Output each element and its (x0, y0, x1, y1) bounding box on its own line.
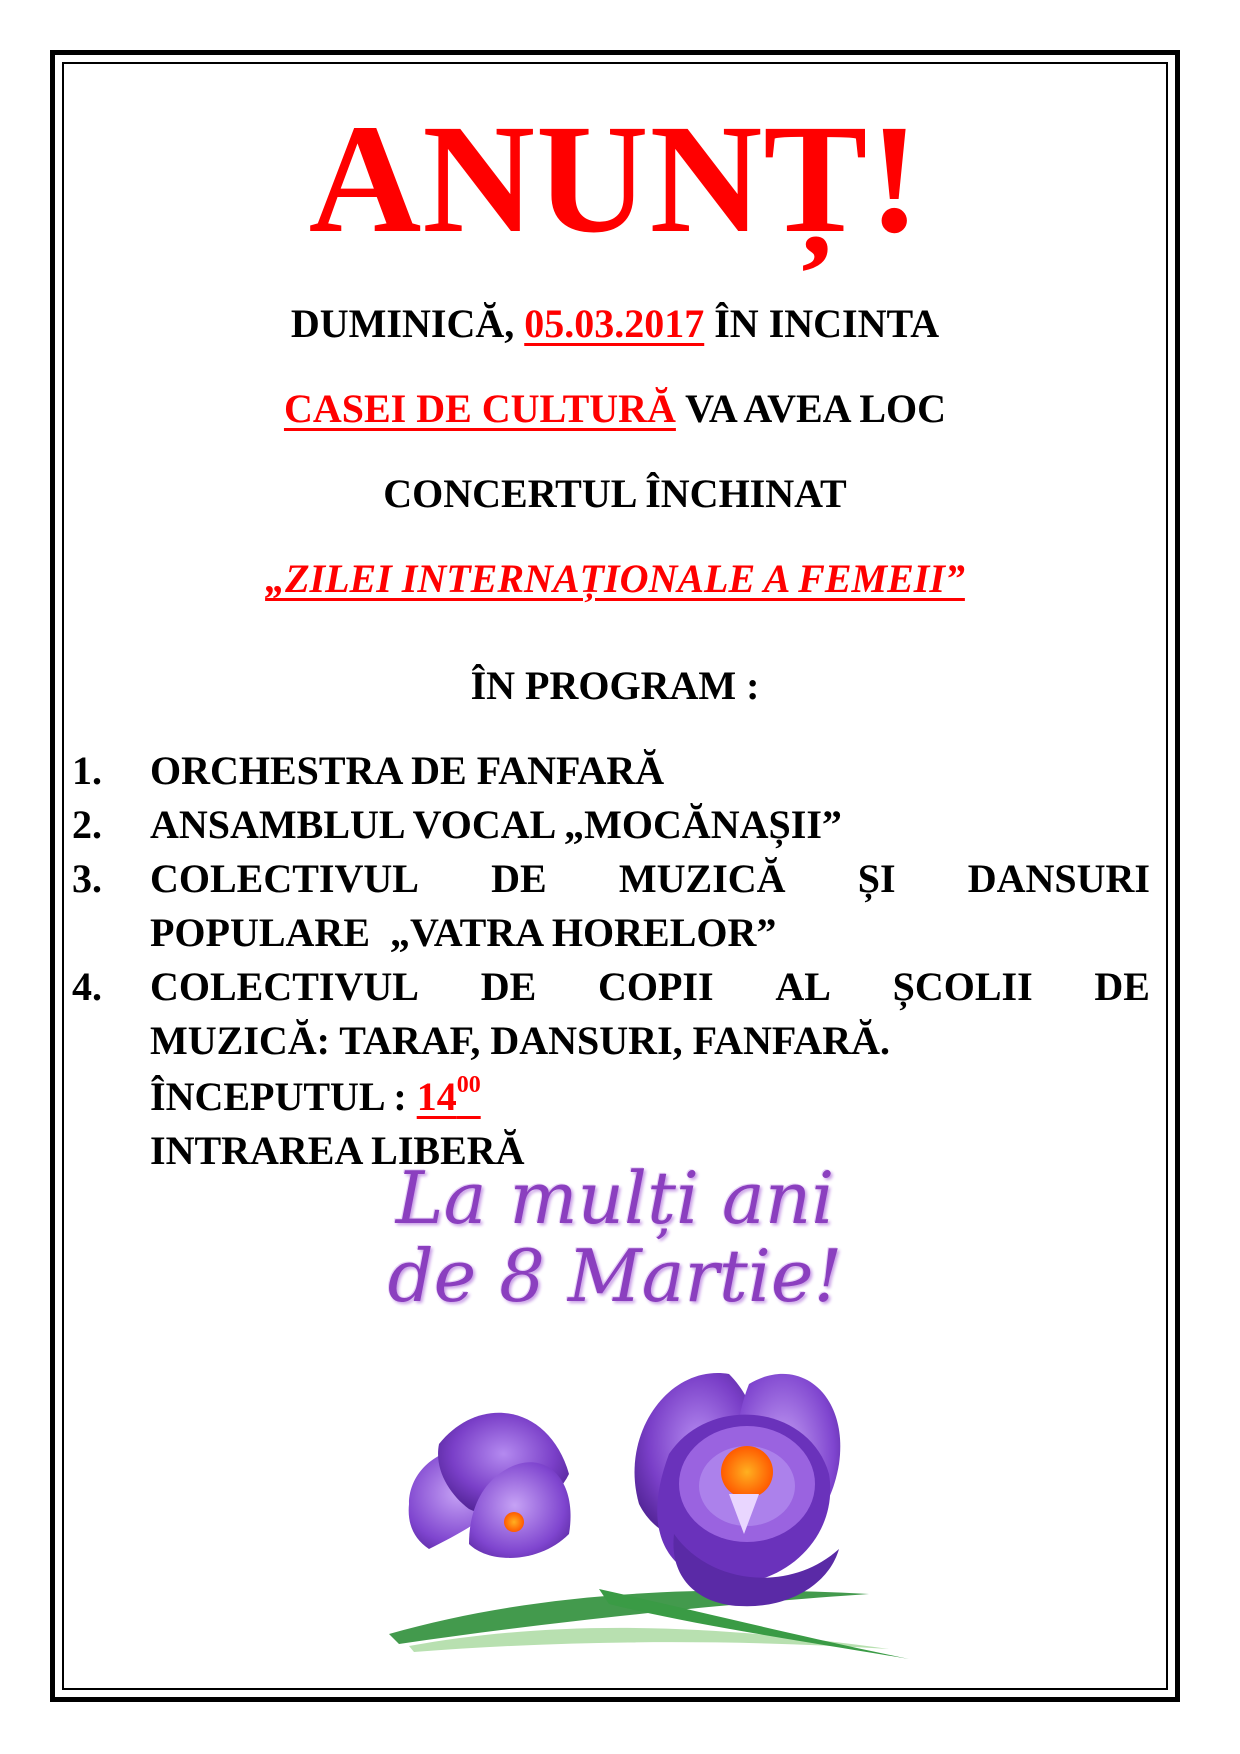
program-item-text (150, 960, 1150, 1068)
word: DE (1094, 964, 1150, 1009)
program-item-number: 3. (72, 856, 102, 901)
program-item-line-justified (150, 852, 1150, 906)
program-item-line: MUZICĂ: TARAF, DANSURI, FANFARĂ. (150, 1018, 890, 1063)
announcement-title: ANUNȚ! (308, 92, 922, 265)
word: AL (775, 964, 831, 1009)
word: COLECTIVUL (150, 856, 419, 901)
program-item-4 (72, 960, 1150, 1068)
word: COPII (598, 964, 714, 1009)
entry-line: INTRAREA LIBERĂ (150, 1128, 525, 1173)
start-time-value (417, 1074, 481, 1119)
program-item-1 (72, 744, 1150, 798)
date-line (64, 300, 1166, 348)
word: COLECTIVUL (150, 964, 419, 1009)
venue-line-suffix: VA AVEA LOC (675, 386, 947, 431)
program-item-3 (72, 852, 1150, 960)
venue-name: CASEI DE CULTURĂ (283, 386, 676, 431)
start-time-label: ÎNCEPUTUL : (150, 1074, 417, 1119)
program-item-number: 1. (72, 748, 102, 793)
dedication-text: „ZILEI INTERNAȚIONALE A FEMEII” (265, 556, 965, 601)
start-hour: 14 (416, 1074, 457, 1119)
program-item-line-justified (150, 960, 1150, 1014)
program-heading: ÎN PROGRAM : (470, 663, 760, 708)
program-item-line: POPULARE „VATRA HORELOR” (150, 910, 777, 955)
word: DE (491, 856, 547, 901)
crocus-flower-icon (369, 1334, 929, 1664)
program-item-2 (72, 798, 1150, 852)
program-item-text: ANSAMBLUL VOCAL „MOCĂNAȘII” (150, 802, 842, 847)
event-date: 05.03.2017 (524, 301, 705, 346)
concert-line: CONCERTUL ÎNCHINAT (383, 471, 847, 516)
venue-line (64, 385, 1166, 433)
dedication-line (64, 555, 1166, 603)
program-item-text (150, 852, 1150, 960)
date-line-suffix: ÎN INCINTA (704, 301, 940, 346)
greeting-line-1: La mulți ani (395, 1156, 835, 1240)
start-minutes: 00 (456, 1072, 481, 1098)
start-time-line (72, 1070, 1150, 1124)
word: DANSURI (967, 856, 1150, 901)
word: ȘCOLII (892, 964, 1033, 1009)
word: ȘI (857, 856, 896, 901)
greeting-line-2: de 8 Martie! (387, 1234, 843, 1318)
program-item-number: 2. (72, 802, 102, 847)
program-item-text: ORCHESTRA DE FANFARĂ (150, 748, 665, 793)
poster-content (64, 64, 1166, 1688)
program-item-number: 4. (72, 964, 102, 1009)
greeting (64, 1156, 1166, 1318)
program-list (72, 744, 1150, 1178)
word: DE (480, 964, 537, 1009)
date-line-prefix: DUMINICĂ, (290, 301, 525, 346)
word: MUZICĂ (618, 856, 786, 901)
